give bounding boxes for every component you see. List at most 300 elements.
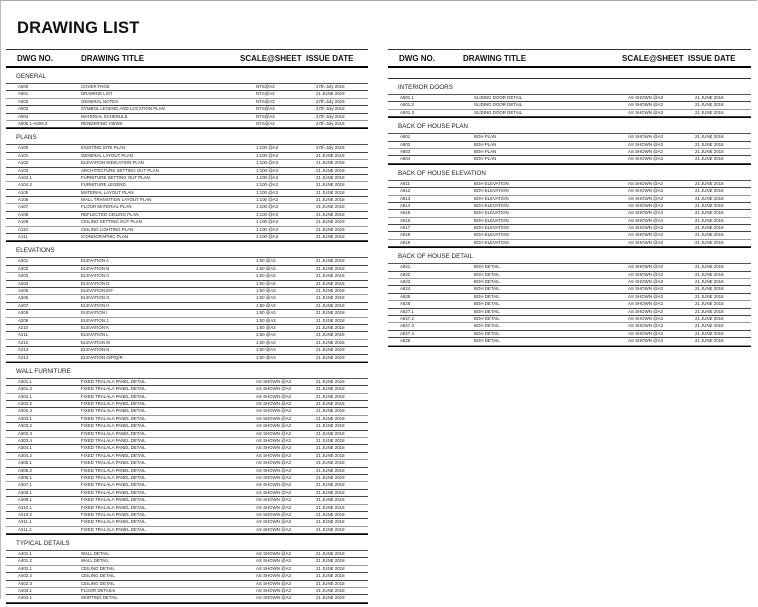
cell-scale: AS SHOWN @A3: [256, 526, 291, 532]
table-row: [6, 325, 368, 332]
cell-dwg-no: A206: [18, 295, 29, 301]
cell-issue-date: 21 JUNE 2018: [316, 565, 345, 571]
cell-issue-date: 21 JUNE 2018: [316, 595, 345, 601]
cell-dwg-no: A004: [18, 113, 29, 119]
cell-dwg-no: A002: [18, 98, 29, 104]
cell-dwg-no: A309.1: [18, 497, 32, 503]
cell-scale: AS SHOWN @A3: [628, 264, 663, 270]
table-row: [388, 338, 751, 345]
cell-scale: AS SHOWN @A3: [628, 225, 663, 231]
cell-dwg-no: A303.1: [18, 415, 32, 421]
cell-scale: AS SHOWN @A3: [256, 511, 291, 517]
cell-dwg-no: A817: [400, 225, 411, 231]
cell-issue-date: 21 JUNE 2018: [695, 188, 724, 194]
cell-issue-date: 21 JUNE 2018: [316, 167, 345, 173]
cell-dwg-no: A000: [18, 84, 29, 89]
table-row: [6, 588, 368, 595]
cell-scale: AS SHOWN @A3: [256, 489, 291, 495]
section-wall-furniture: [6, 368, 368, 535]
cell-drawing-title: BOH ELEVATION: [474, 239, 509, 245]
cell-drawing-title: RENDERING VIEWS: [81, 120, 123, 126]
cell-scale: AS SHOWN @A3: [628, 109, 663, 115]
cell-scale: AS SHOWN @A3: [628, 202, 663, 208]
table-row: [388, 196, 751, 203]
cell-drawing-title: BOH ELEVATION: [474, 232, 509, 238]
cell-issue-date: 21 JUNE 2018: [316, 467, 345, 473]
table-row: [6, 266, 368, 273]
cell-drawing-title: COVER PAGE: [81, 84, 110, 89]
cell-dwg-no: A827.3: [400, 323, 414, 329]
cell-drawing-title: BOH ELEVATION: [474, 225, 509, 231]
cell-issue-date: 27th July 2018: [316, 106, 345, 112]
cell-drawing-title: FURNITURE SETTING OUT PLAN: [81, 174, 150, 180]
cell-issue-date: 21 JUNE 2018: [316, 174, 345, 180]
cell-issue-date: 21 JUNE 2018: [316, 511, 345, 517]
cell-drawing-title: MATERIAL SCHEDULE: [81, 113, 128, 119]
cell-dwg-no: A311.1: [18, 519, 32, 525]
table-row: [6, 401, 368, 408]
table-row: [6, 106, 368, 113]
cell-issue-date: 21 JUNE 2018: [316, 386, 345, 392]
cell-scale: NTS@A3: [256, 84, 275, 89]
cell-issue-date: 21 JUNE 2018: [695, 308, 724, 314]
cell-scale: 1:50 @A3: [256, 347, 276, 353]
table-row: [388, 316, 751, 323]
table-row: [6, 527, 368, 534]
cell-drawing-title: FIXED TRALALA PANEL DETAIL: [81, 526, 146, 532]
table-row: [6, 160, 368, 167]
cell-drawing-title: BOH ELEVATION: [474, 195, 509, 201]
cell-drawing-title: ELEVATION C: [81, 273, 110, 279]
cell-scale: AS SHOWN @A3: [628, 210, 663, 216]
cell-issue-date: 21 JUNE 2018: [695, 202, 724, 208]
cell-issue-date: 21 JUNE 2018: [695, 323, 724, 329]
cell-drawing-title: FIXED TRALALA PANEL DETAIL: [81, 474, 146, 480]
table-row: [6, 303, 368, 310]
cell-scale: AS SHOWN @A3: [256, 423, 291, 429]
cell-dwg-no: A107: [18, 204, 29, 210]
cell-drawing-title: ELEVATION INDICATION PLAN: [81, 160, 144, 166]
table-row: [6, 340, 368, 347]
left-sections: [6, 73, 368, 604]
cell-dwg-no: A308.1: [18, 489, 32, 495]
cell-dwg-no: A823: [400, 279, 411, 285]
cell-drawing-title: BOH PLAN: [474, 156, 497, 162]
table-row: [6, 482, 368, 489]
cell-dwg-no: A824: [400, 286, 411, 292]
cell-drawing-title: ELEVATION H: [81, 302, 110, 308]
cell-dwg-no: A111: [18, 234, 28, 240]
cell-dwg-no: A101: [18, 152, 29, 158]
cell-scale: 1:100 @A3: [256, 189, 279, 195]
cell-scale: 1:50 @A3: [256, 354, 276, 360]
cell-drawing-title: GENERAL LAYOUT PLAN: [81, 152, 133, 158]
cell-drawing-title: BOH ELEVATION: [474, 180, 509, 186]
cell-issue-date: 21 JUNE 2018: [316, 160, 345, 166]
cell-dwg-no: A005.1-A005.3: [18, 120, 48, 126]
table-row: [388, 286, 751, 293]
cell-dwg-no: A826: [400, 301, 411, 307]
section-general: [6, 73, 368, 129]
header-scale: SCALE@SHEET: [622, 54, 684, 63]
section-back-of-house-detail: [388, 253, 751, 346]
cell-drawing-title: CEILING SETTING OUT PLAN: [81, 219, 142, 225]
cell-issue-date: 21 JUNE 2018: [695, 95, 724, 100]
cell-dwg-no: A304.2: [18, 452, 32, 458]
header-dwg-no: DWG NO.: [17, 54, 53, 63]
cell-dwg-no: A827.4: [400, 330, 414, 336]
cell-scale: NTS@A3: [256, 98, 275, 104]
cell-issue-date: 21 JUNE 2018: [316, 219, 345, 225]
table-row: [388, 149, 751, 156]
cell-drawing-title: SLIDING DOOR DETAIL: [474, 102, 523, 108]
cell-issue-date: 21 JUNE 2018: [316, 401, 345, 407]
cell-drawing-title: FIXED TRALALA PANEL DETAIL: [81, 452, 146, 458]
cell-issue-date: 21 JUNE 2018: [316, 197, 345, 203]
cell-scale: AS SHOWN @A3: [628, 279, 663, 285]
cell-dwg-no: A110: [18, 226, 28, 232]
section-end-rule: [6, 241, 368, 242]
table-row: [6, 453, 368, 460]
table-row: [388, 218, 751, 225]
table-row: [6, 84, 368, 91]
table-row: [6, 227, 368, 234]
header-spacer: [388, 68, 751, 79]
cell-scale: 1:50 @A3: [256, 324, 276, 330]
table-row: [6, 595, 368, 602]
table-row: [6, 114, 368, 121]
section-end-rule: [6, 128, 368, 129]
table-row: [6, 519, 368, 526]
cell-scale: 1:50 @A3: [256, 302, 276, 308]
table-row: [6, 512, 368, 519]
cell-drawing-title: ELEVATION E/F: [81, 287, 114, 293]
cell-scale: AS SHOWN @A3: [256, 551, 291, 557]
header-issue-date: ISSUE DATE: [688, 54, 736, 63]
cell-dwg-no: A814: [400, 202, 411, 208]
cell-issue-date: 21 JUNE 2018: [316, 438, 345, 444]
cell-dwg-no: A202: [18, 265, 29, 271]
cell-dwg-no: A204: [18, 280, 29, 286]
cell-drawing-title: FIXED TRALALA PANEL DETAIL: [81, 401, 146, 407]
cell-scale: AS SHOWN @A3: [628, 195, 663, 201]
cell-dwg-no: A306.1: [18, 474, 32, 480]
cell-dwg-no: A402.1: [18, 565, 32, 571]
cell-issue-date: 21 JUNE 2018: [316, 287, 345, 293]
cell-drawing-title: BOH DETAIL: [474, 338, 500, 344]
cell-scale: 1:50 @A3: [256, 310, 276, 316]
cell-scale: 1:100 @A3: [256, 167, 279, 173]
cell-scale: AS SHOWN @A3: [256, 401, 291, 407]
cell-dwg-no: A210: [18, 324, 29, 330]
cell-dwg-no: A213: [18, 347, 29, 353]
cell-scale: AS SHOWN @A3: [256, 438, 291, 444]
cell-issue-date: 27th July 2018: [316, 84, 345, 89]
table-row: [6, 219, 368, 226]
cell-drawing-title: BOH DETAIL: [474, 308, 500, 314]
cell-issue-date: 21 JUNE 2018: [316, 310, 345, 316]
section-end-rule: [388, 164, 751, 165]
cell-drawing-title: BOH DETAIL: [474, 286, 500, 292]
right-column: [388, 49, 751, 350]
cell-drawing-title: FIXED TRALALA PANEL DETAIL: [81, 489, 146, 495]
section-title: PLANS: [16, 134, 37, 142]
cell-scale: NTS@A3: [256, 106, 275, 112]
table-row: [6, 318, 368, 325]
table-row: [388, 181, 751, 188]
table-row: [6, 438, 368, 445]
cell-scale: 1:50 @A3: [256, 317, 276, 323]
table-row: [388, 203, 751, 210]
cell-drawing-title: BOH PLAN: [474, 148, 497, 154]
cell-issue-date: 21 JUNE 2018: [316, 489, 345, 495]
cell-scale: AS SHOWN @A3: [628, 102, 663, 108]
cell-issue-date: 21 JUNE 2018: [695, 279, 724, 285]
cell-dwg-no: A304.1: [18, 445, 32, 451]
cell-scale: 1:50 @A3: [256, 295, 276, 301]
table-row: [388, 102, 751, 109]
cell-dwg-no: A303.2: [18, 423, 32, 429]
cell-issue-date: 21 JUNE 2018: [695, 239, 724, 245]
table-row: [6, 258, 368, 265]
cell-scale: AS SHOWN @A3: [256, 378, 291, 384]
cell-issue-date: 21 JUNE 2018: [695, 141, 724, 147]
section-end-rule: [388, 346, 751, 347]
cell-dwg-no: A207: [18, 302, 29, 308]
cell-issue-date: 21 JUNE 2018: [316, 474, 345, 480]
cell-dwg-no: A211: [18, 332, 28, 338]
cell-drawing-title: GENERAL NOTES: [81, 98, 119, 104]
cell-drawing-title: FIXED TRALALA PANEL DETAIL: [81, 393, 146, 399]
cell-dwg-no: A214: [18, 354, 29, 360]
cell-issue-date: 21 JUNE 2018: [695, 293, 724, 299]
cell-issue-date: 21 JUNE 2018: [316, 588, 345, 594]
table-row: [6, 431, 368, 438]
cell-scale: 1:100 @A3: [256, 211, 279, 217]
section-title: INTERIOR DOORS: [398, 84, 453, 91]
cell-issue-date: 21 JUNE 2018: [316, 339, 345, 345]
cell-dwg-no: A105: [18, 189, 29, 195]
cell-dwg-no: A827.2: [400, 315, 414, 321]
cell-issue-date: 21 JUNE 2018: [695, 301, 724, 307]
cell-scale: 1:100 @A3: [256, 182, 279, 188]
section-back-of-house-plan: [388, 123, 751, 165]
cell-issue-date: 21 JUNE 2018: [316, 295, 345, 301]
cell-dwg-no: A819: [400, 239, 411, 245]
cell-issue-date: 21 JUNE 2018: [316, 504, 345, 510]
table-row: [6, 355, 368, 362]
cell-scale: 1:50 @A3: [256, 287, 276, 293]
cell-drawing-title: FIXED TRALALA PANEL DETAIL: [81, 438, 146, 444]
section-title: BACK OF HOUSE DETAIL: [398, 253, 474, 261]
cell-scale: NTS@A3: [256, 120, 275, 126]
table-row: [388, 134, 751, 141]
cell-drawing-title: ELEVATION I: [81, 310, 108, 316]
table-row: [6, 182, 368, 189]
cell-issue-date: 21 JUNE 2018: [316, 445, 345, 451]
section-end-rule: [388, 117, 751, 118]
cell-issue-date: 21 JUNE 2018: [316, 280, 345, 286]
cell-drawing-title: BOH DETAIL: [474, 293, 500, 299]
cell-issue-date: 21 JUNE 2018: [316, 332, 345, 338]
table-row: [6, 490, 368, 497]
cell-dwg-no: A501.1: [400, 95, 414, 100]
cell-drawing-title: BOH DETAIL: [474, 323, 500, 329]
table-row: [6, 347, 368, 354]
cell-issue-date: 27th July 2018: [316, 145, 345, 151]
cell-drawing-title: BOH ELEVATION: [474, 217, 509, 223]
section-title: WALL FURNITURE: [16, 367, 71, 375]
cell-drawing-title: FIXED TRALALA PANEL DETAIL: [81, 445, 146, 451]
cell-dwg-no: A103: [18, 167, 29, 173]
cell-drawing-title: ELEVATION B: [81, 265, 110, 271]
cell-scale: AS SHOWN @A3: [256, 573, 291, 579]
cell-dwg-no: A825: [400, 293, 411, 299]
cell-dwg-no: A106: [18, 197, 29, 203]
cell-drawing-title: ELEVATION J: [81, 317, 109, 323]
cell-dwg-no: A109: [18, 219, 29, 225]
cell-scale: AS SHOWN @A3: [256, 558, 291, 564]
section-end-rule: [6, 534, 368, 535]
cell-dwg-no: A307.1: [18, 482, 32, 488]
cell-issue-date: 21 JUNE 2018: [316, 497, 345, 503]
cell-issue-date: 21 JUNE 2018: [316, 460, 345, 466]
cell-scale: 1:50 @A3: [256, 258, 276, 264]
cell-scale: NTS@A3: [256, 113, 275, 119]
cell-issue-date: 21 JUNE 2018: [316, 211, 345, 217]
table-header: [388, 49, 751, 68]
table-row: [6, 573, 368, 580]
cell-issue-date: 21 JUNE 2018: [316, 347, 345, 353]
cell-dwg-no: A401.2: [18, 558, 32, 564]
table-row: [6, 581, 368, 588]
cell-dwg-no: A305.2: [18, 467, 32, 473]
cell-dwg-no: A208: [18, 310, 29, 316]
cell-scale: 1:100 @A3: [256, 174, 279, 180]
cell-issue-date: 21 JUNE 2018: [316, 273, 345, 279]
section-end-rule: [6, 603, 368, 604]
table-row: [6, 295, 368, 302]
table-row: [388, 264, 751, 271]
cell-drawing-title: ARCHITECTURE SETTING OUT PLAN: [81, 167, 159, 173]
table-row: [6, 460, 368, 467]
cell-scale: AS SHOWN @A3: [628, 286, 663, 292]
header-drawing-title: DRAWING TITLE: [463, 54, 527, 63]
section-title: GENERAL: [16, 73, 47, 80]
cell-scale: AS SHOWN @A3: [256, 497, 291, 503]
cell-dwg-no: A822: [400, 271, 411, 277]
cell-issue-date: 21 JUNE 2018: [695, 148, 724, 154]
cell-dwg-no: A402.3: [18, 580, 32, 586]
section-title: TYPICAL DETAILS: [16, 540, 70, 548]
cell-dwg-no: A311.2: [18, 526, 32, 532]
cell-drawing-title: FIXED TRALALA PANEL DETAIL: [81, 497, 146, 503]
cell-drawing-title: BOH ELEVATION: [474, 202, 509, 208]
table-row: [388, 309, 751, 316]
cell-drawing-title: FURNITURE LEGEND: [81, 182, 126, 188]
header-issue-date: ISSUE DATE: [306, 54, 354, 63]
cell-dwg-no: A804: [400, 156, 411, 162]
cell-dwg-no: A104.2: [18, 182, 32, 188]
cell-dwg-no: A403.1: [18, 588, 32, 594]
cell-dwg-no: A302.1: [18, 393, 32, 399]
table-row: [6, 468, 368, 475]
cell-issue-date: 21 JUNE 2018: [316, 580, 345, 586]
table-row: [6, 168, 368, 175]
cell-scale: 1:50 @A3: [256, 332, 276, 338]
cell-issue-date: 21 JUNE 2018: [316, 317, 345, 323]
table-row: [388, 156, 751, 163]
cell-drawing-title: DRAWING LIST: [81, 91, 113, 97]
cell-drawing-title: FLOOR MATERIAL PLAN: [81, 204, 132, 210]
cell-scale: 1:100 @A3: [256, 160, 279, 166]
cell-drawing-title: SLIDING DOOR DETAIL: [474, 109, 523, 115]
table-row: [6, 153, 368, 160]
cell-drawing-title: WALL DETAIL: [81, 551, 109, 557]
cell-scale: AS SHOWN @A3: [256, 445, 291, 451]
cell-dwg-no: A305.1: [18, 460, 32, 466]
table-row: [6, 197, 368, 204]
cell-drawing-title: FIXED TRALALA PANEL DETAIL: [81, 511, 146, 517]
cell-issue-date: 21 JUNE 2018: [695, 134, 724, 140]
left-column: [6, 49, 368, 607]
cell-dwg-no: A811: [400, 180, 410, 186]
table-row: [6, 551, 368, 558]
cell-scale: AS SHOWN @A3: [256, 452, 291, 458]
cell-issue-date: 21 JUNE 2018: [316, 452, 345, 458]
cell-issue-date: 21 JUNE 2018: [316, 302, 345, 308]
cell-scale: 1:50 @A3: [256, 273, 276, 279]
cell-drawing-title: CEILING DETAIL: [81, 573, 115, 579]
cell-dwg-no: A205: [18, 287, 29, 293]
cell-drawing-title: BOH DETAIL: [474, 264, 500, 270]
cell-drawing-title: SKIRTING DETAIL: [81, 595, 118, 601]
cell-drawing-title: BOH DETAIL: [474, 271, 500, 277]
table-row: [6, 416, 368, 423]
cell-issue-date: 27th July 2018: [316, 98, 345, 104]
cell-dwg-no: A828: [400, 338, 411, 344]
cell-scale: AS SHOWN @A3: [628, 271, 663, 277]
cell-drawing-title: FIXED TRALALA PANEL DETAIL: [81, 423, 146, 429]
cell-issue-date: 21 JUNE 2018: [695, 102, 724, 108]
cell-issue-date: 21 JUNE 2018: [695, 330, 724, 336]
cell-drawing-title: WALL TRANSITION LAYOUT PLAN: [81, 197, 152, 203]
cell-dwg-no: A501.2: [400, 102, 414, 108]
cell-dwg-no: A310.2: [18, 511, 32, 517]
header-drawing-title: DRAWING TITLE: [81, 54, 145, 63]
cell-scale: AS SHOWN @A3: [628, 293, 663, 299]
cell-drawing-title: FIXED TRALALA PANEL DETAIL: [81, 430, 146, 436]
cell-issue-date: 21 JUNE 2018: [316, 408, 345, 414]
cell-scale: AS SHOWN @A3: [628, 232, 663, 238]
cell-drawing-title: BOH PLAN: [474, 141, 497, 147]
cell-scale: AS SHOWN @A3: [628, 217, 663, 223]
cell-drawing-title: ELEVATION A: [81, 258, 109, 264]
cell-issue-date: 21 JUNE 2018: [316, 226, 345, 232]
cell-drawing-title: CEILING DETAIL: [81, 565, 115, 571]
cell-scale: 1:50 @A3: [256, 265, 276, 271]
cell-drawing-title: BOH DETAIL: [474, 301, 500, 307]
cell-scale: AS SHOWN @A3: [256, 467, 291, 473]
table-row: [388, 188, 751, 195]
cell-drawing-title: ELEVATION K: [81, 324, 110, 330]
cell-drawing-title: FIXED TRALALA PANEL DETAIL: [81, 378, 146, 384]
cell-issue-date: 21 JUNE 2018: [316, 324, 345, 330]
cell-issue-date: 27th July 2018: [316, 120, 345, 126]
cell-drawing-title: BOH ELEVATION: [474, 210, 509, 216]
table-row: [388, 272, 751, 279]
cell-scale: AS SHOWN @A3: [256, 408, 291, 414]
